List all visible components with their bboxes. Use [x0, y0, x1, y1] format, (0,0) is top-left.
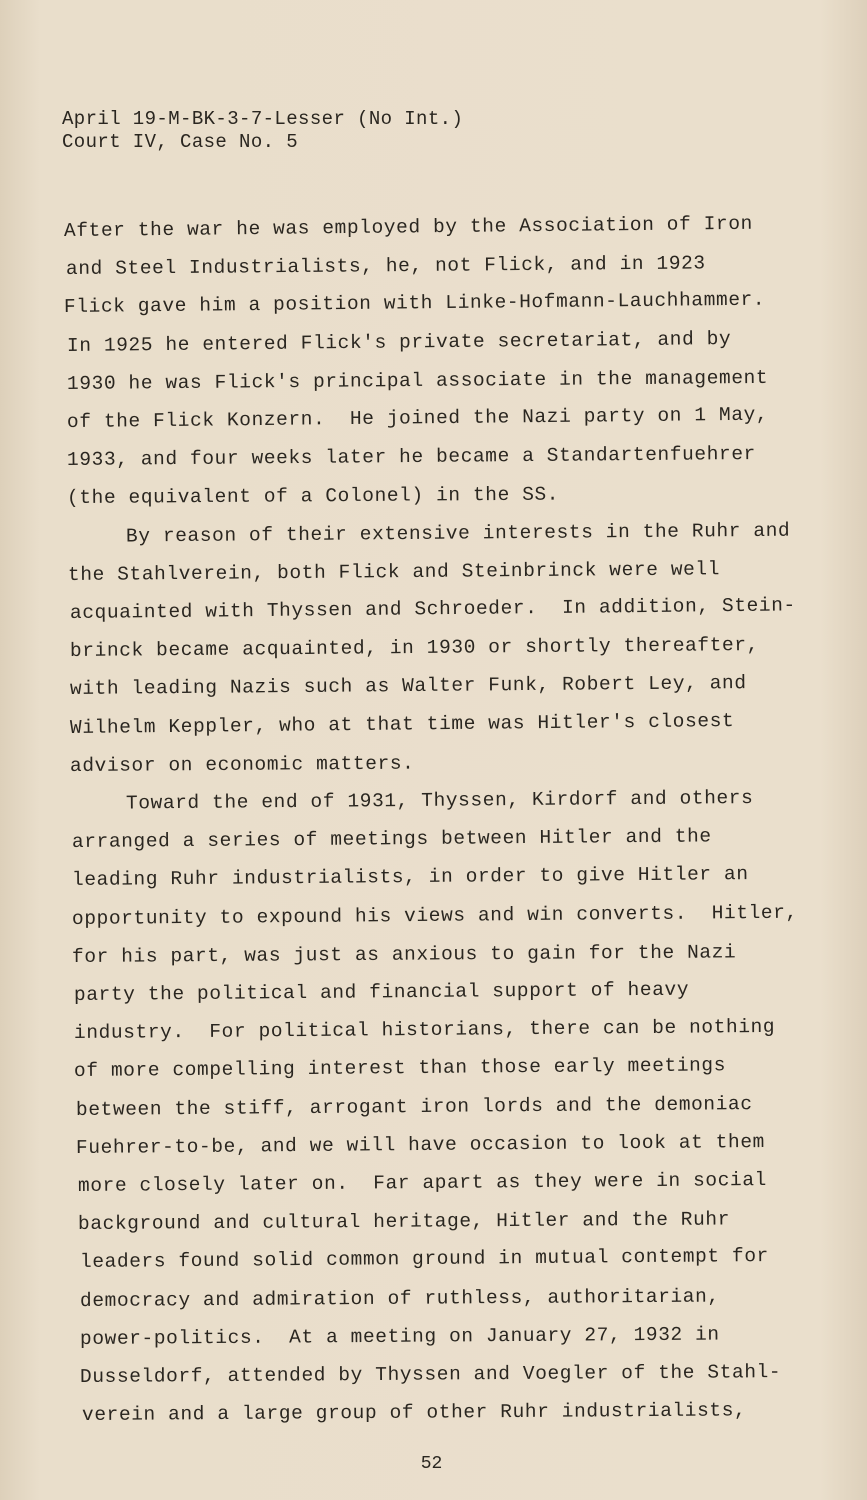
page-number: 52	[420, 1454, 443, 1474]
text-line: advisor on economic matters.	[69, 752, 415, 777]
text-line: opportunity to expound his views and win converts. Hitler,	[71, 901, 798, 930]
text-line: verein and a large group of other Ruhr industrialists,	[81, 1399, 747, 1427]
text-line: leading Ruhr industrialists, in order to give Hitler an	[71, 863, 749, 892]
header-court-line: Court IV, Case No. 5	[62, 131, 299, 153]
page-number-container	[0, 1454, 867, 1474]
text-line: Toward the end of 1931, Thyssen, Kirdorf and others	[125, 787, 754, 815]
text-line: brinck became acquainted, in 1930 or shortly thereafter,	[69, 634, 759, 663]
text-line: By reason of their extensive interests in the Ruhr and	[125, 519, 791, 548]
text-line: more closely later on. Far apart as they were in social	[77, 1169, 767, 1198]
text-line: power-politics. At a meeting on January 27, 1932 in	[79, 1323, 720, 1350]
paragraph	[64, 785, 798, 1434]
text-line: industry. For political historians, there can be nothing	[73, 1016, 776, 1045]
text-line: between the stiff, arrogant iron lords and the demoniac	[75, 1092, 753, 1121]
text-line: Flick gave him a position with Linke-Hofmann-Lauchhammer.	[63, 289, 766, 319]
paragraph	[64, 518, 796, 785]
text-line: background and cultural heritage, Hitler and the Ruhr	[77, 1208, 731, 1236]
header-reference-line: April 19-M-BK-3-7-Lesser (No Int.)	[62, 108, 464, 130]
text-line: Wilhelm Keppler, who at that time was Hitler's closest	[69, 709, 735, 739]
text-line: the Stahlverein, both Flick and Steinbrinck were well	[67, 558, 721, 586]
text-line: Fuehrer-to-be, and we will have occasion to look at them	[75, 1130, 765, 1159]
text-line: After the war he was employed by the Association of Iron	[63, 212, 753, 242]
text-line: for his part, was just as anxious to gain for the Nazi	[71, 941, 737, 968]
text-line: leaders found solid common ground in mutual contempt for	[79, 1245, 769, 1274]
text-line: of the Flick Konzern. He joined the Nazi party on 1 May,	[66, 403, 769, 434]
text-line: acquainted with Thyssen and Schroeder. In addition, Stein-	[69, 594, 796, 625]
text-line: of more compelling interest than those early meetings	[73, 1054, 727, 1083]
paragraph	[63, 212, 769, 518]
text-line: In 1925 he entered Flick's private secretariat, and by	[66, 327, 732, 357]
document-header	[62, 108, 463, 154]
text-line: 1933, and four weeks later he became a Standartenfuehrer	[66, 443, 756, 472]
document-body	[63, 212, 798, 1435]
text-line: and Steel Industrialists, he, not Flick, and in 1923	[65, 252, 706, 281]
text-line: party the political and financial support of heavy	[73, 978, 690, 1007]
text-line: Dusseldorf, attended by Thyssen and Voegler of the Stahl-	[79, 1361, 782, 1389]
text-line: arranged a series of meetings between Hitler and the	[71, 825, 712, 854]
text-line: 1930 he was Flick's principal associate in the management	[66, 366, 769, 395]
text-line: with leading Nazis such as Walter Funk, Robert Ley, and	[69, 672, 747, 701]
text-line: (the equivalent of a Colonel) in the SS.	[66, 483, 560, 510]
text-line: democracy and admiration of ruthless, authoritarian,	[79, 1285, 720, 1312]
